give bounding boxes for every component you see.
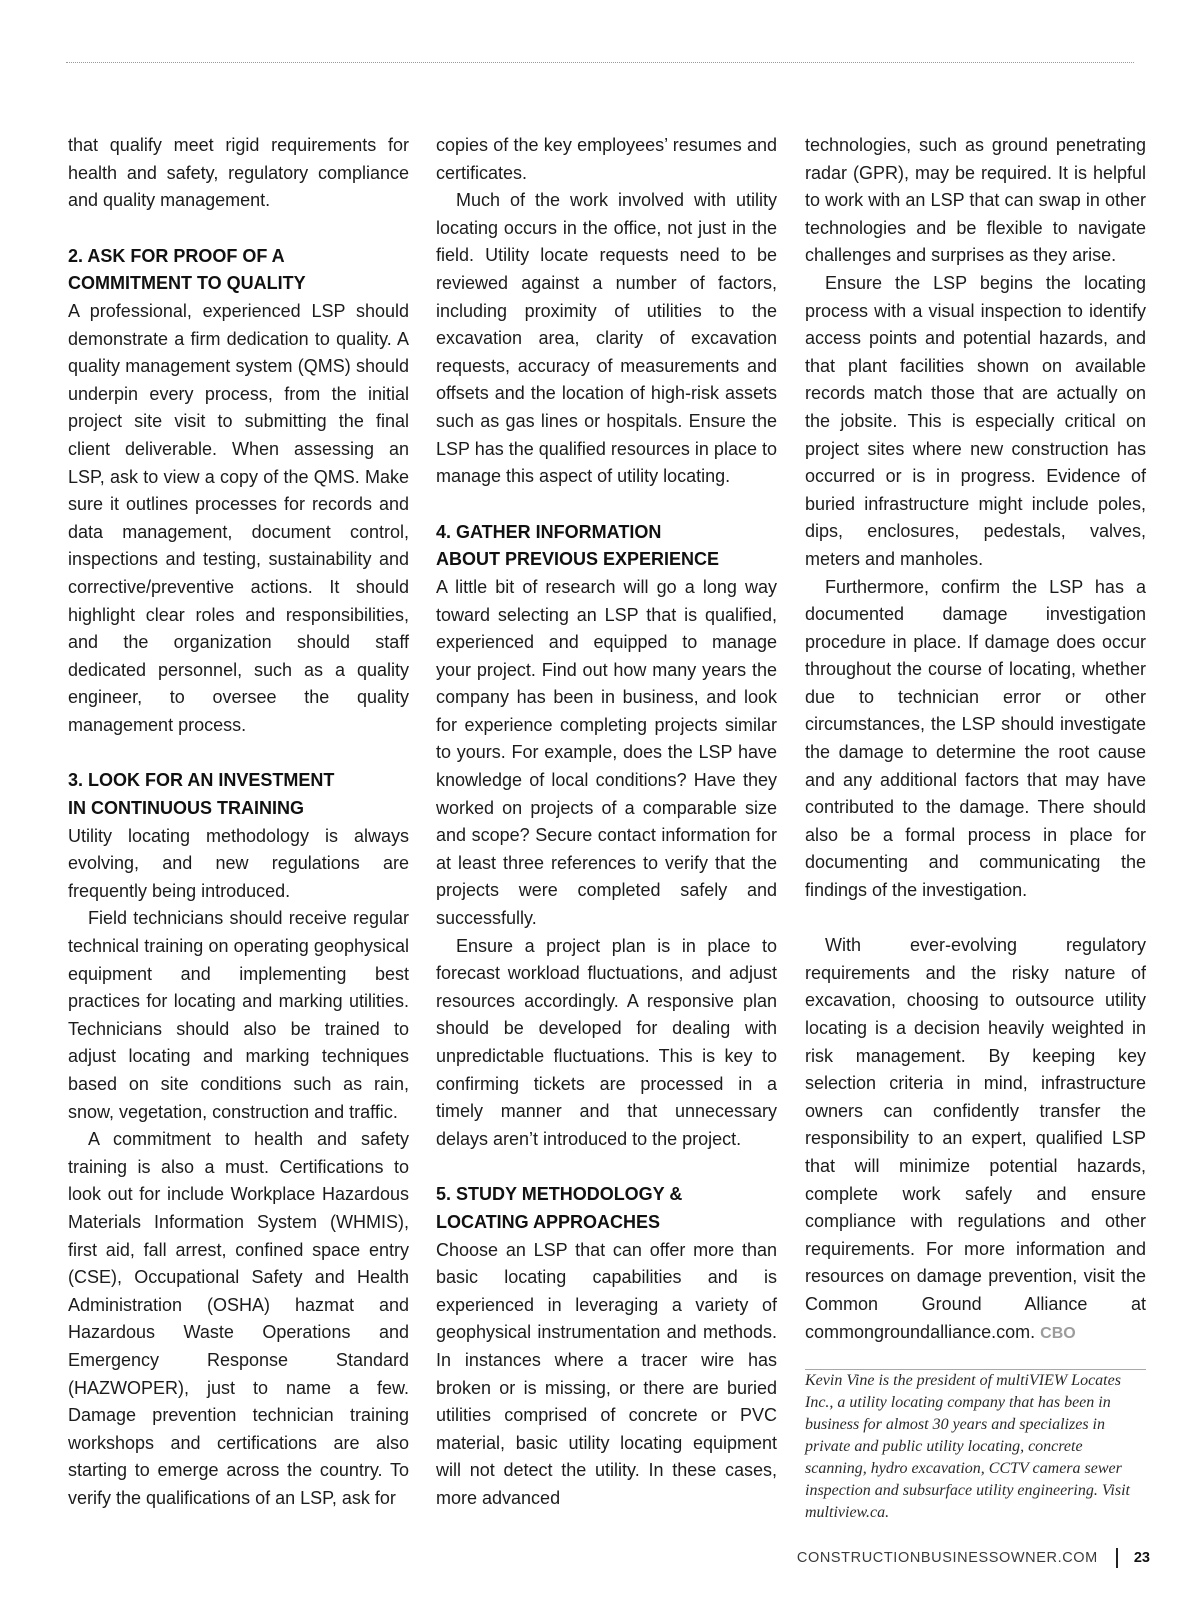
page-footer [797,1548,1150,1568]
column-2 [436,132,777,1513]
paragraph-training-3: A commitment to health and safety training is also a must. Certifications to look out for include Workplace Hazardous Materials Information System (WHMIS), first aid, fall arrest, confined space entry (CSE), Occupational Safety and Health Administration (OSHA) hazmat and Hazardous Waste Operations and Emergency Response Standard (HAZWOPER), just to name a few. Damage prevention technician training workshops and certifications are also starting to emerge across the country. To verify the qualifications of an LSP, ask for [68,1129,409,1508]
footer-site: CONSTRUCTIONBUSINESSOWNER.COM [796,1550,1098,1566]
paragraph-conclusion: With ever-evolving regulatory requirements and the risky nature of excavation, choosing to outsource utility locating is a decision heavily weighted in risk management. By keeping key selection criteria in mind, infrastructure owners can confidently transfer the responsibility to an expert, qualified LSP that will minimize potential hazards, complete work safely and ensure compliance with regulations and other requirements. For more information and resources on damage prevention, visit the Common Ground Alliance at commongroundalliance.com. CBO [805,935,1146,1342]
paragraph-training-1: Utility locating methodology is always evolving, and new regulations are frequently being introduced. [68,825,409,901]
page-number: 23 [1133,1550,1150,1566]
paragraph-project-plan: Ensure a project plan is in place to forecast workload fluctuations, and adjust resources accordingly. A responsive plan should be developed for dealing with unpredictable fluctuations. This is key to confirming tickets are processed in a timely manner and that unnecessary delays aren’t introduced to the project. [436,935,777,1149]
paragraph-training-2: Field technicians should receive regular technical training on operating geophysical equipment and implementing best practices for locating and marking utilities. Technicians should also be trained to adjust locating and marking techniques based on site conditions such as rain, snow, vegetation, construction and traffic. [68,908,409,1122]
paragraph-research: A little bit of research will go a long way toward selecting an LSP that is qualified, experienced and equipped to manage your project. Find out how many years the company has been in business, and look for experience completing projects similar to yours. For example, does the LSP have knowledge of local conditions? Have they worked on projects of a comparable size and scope? Secure contact information for at least three references to verify that the projects were completed safely and successfully. [436,576,777,929]
section-heading-5: 5. STUDY METHODOLOGY & LOCATING APPROACHES [436,1184,683,1232]
paragraph-gap [805,905,1146,933]
section-heading-3: 3. LOOK FOR AN INVESTMENT IN CONTINUOUS TRAINING [68,770,335,819]
paragraph-continued: technologies, such as ground penetrating radar (GPR), may be required. It is helpful to work with an LSP that can swap in other technologies and be flexible to navigate challenges and surprises as they arise. [805,135,1146,266]
paragraph-quality: A professional, experienced LSP should demonstrate a firm dedication to quality. A quality management system (QMS) should underpin every process, from the initial project site visit to submitting the final client deliverable. When assessing an LSP, ask to view a copy of the QMS. Make sure it outlines processes for records and data management, document control, inspections and testing, sustainability and corrective/preventive actions. It should highlight clear roles and responsibilities, and the organization should staff dedicated personnel, such as a quality engineer, to oversee the quality management process. [68,300,409,735]
column-1 [68,132,409,1513]
section-heading-4: 4. GATHER INFORMATION ABOUT PREVIOUS EXPERIENCE [436,521,720,570]
paragraph-methodology: Choose an LSP that can offer more than basic locating capabilities and is experienced in leveraging a variety of geophysical instrumentation and methods. In instances where a tracer wire has broken or is missing, or there are buried utilities comprised of concrete or PVC material, basic utility locating equipment will not detect the utility. In these cases, more advanced [436,1239,777,1508]
section-heading-2: 2. ASK FOR PROOF OF A COMMITMENT TO QUALITY [68,245,306,294]
paragraph-damage-investigation: Furthermore, confirm the LSP has a documented damage investigation procedure in place. If damage does occur throughout the course of locating, whether due to technician error or other circumstances, the LSP should investigate the damage to determine the root cause and any additional factors that may have contributed to the damage. There should also be a formal process in place for documenting and communicating the findings of the investigation. [805,576,1146,901]
paragraph-intro: that qualify meet rigid requirements for health and safety, regulatory compliance and quality management. [68,135,409,211]
paragraph-visual-inspection: Ensure the LSP begins the locating process with a visual inspection to identify access points and potential hazards, and that plant facilities shown on available records match those that are actually on the jobsite. This is especially critical on project sites where new construction has occurred or is in progress. Evidence of buried infrastructure might include poles, dips, enclosures, pedestals, valves, meters and manholes. [805,272,1146,569]
header-rule [66,62,1134,63]
end-mark: CBO [1040,1324,1076,1342]
footer-divider [1116,1548,1118,1568]
author-bio: Kevin Vine is the president of multiVIEW Locates Inc., a utility locating company that has been in business for almost 30 years and specializes in private and public utility locating, concrete scanning, hydro excavation, CCTV camera sewer inspection and subsurface utility engineering. Visit multiview.ca. [805,1372,1130,1522]
column-3 [805,132,1146,1524]
paragraph-continued: copies of the key employees’ resumes and certificates. [436,135,777,183]
paragraph-office-work: Much of the work involved with utility locating occurs in the office, not just in the field. Utility locate requests need to be reviewed against a number of factors, including proximity of utilities to the excavation area, clarity of excavation requests, accuracy of measurements and offsets and the location of high-risk assets such as gas lines or hospitals. Ensure the LSP has the qualified resources in place to manage this aspect of utility locating. [436,190,777,487]
